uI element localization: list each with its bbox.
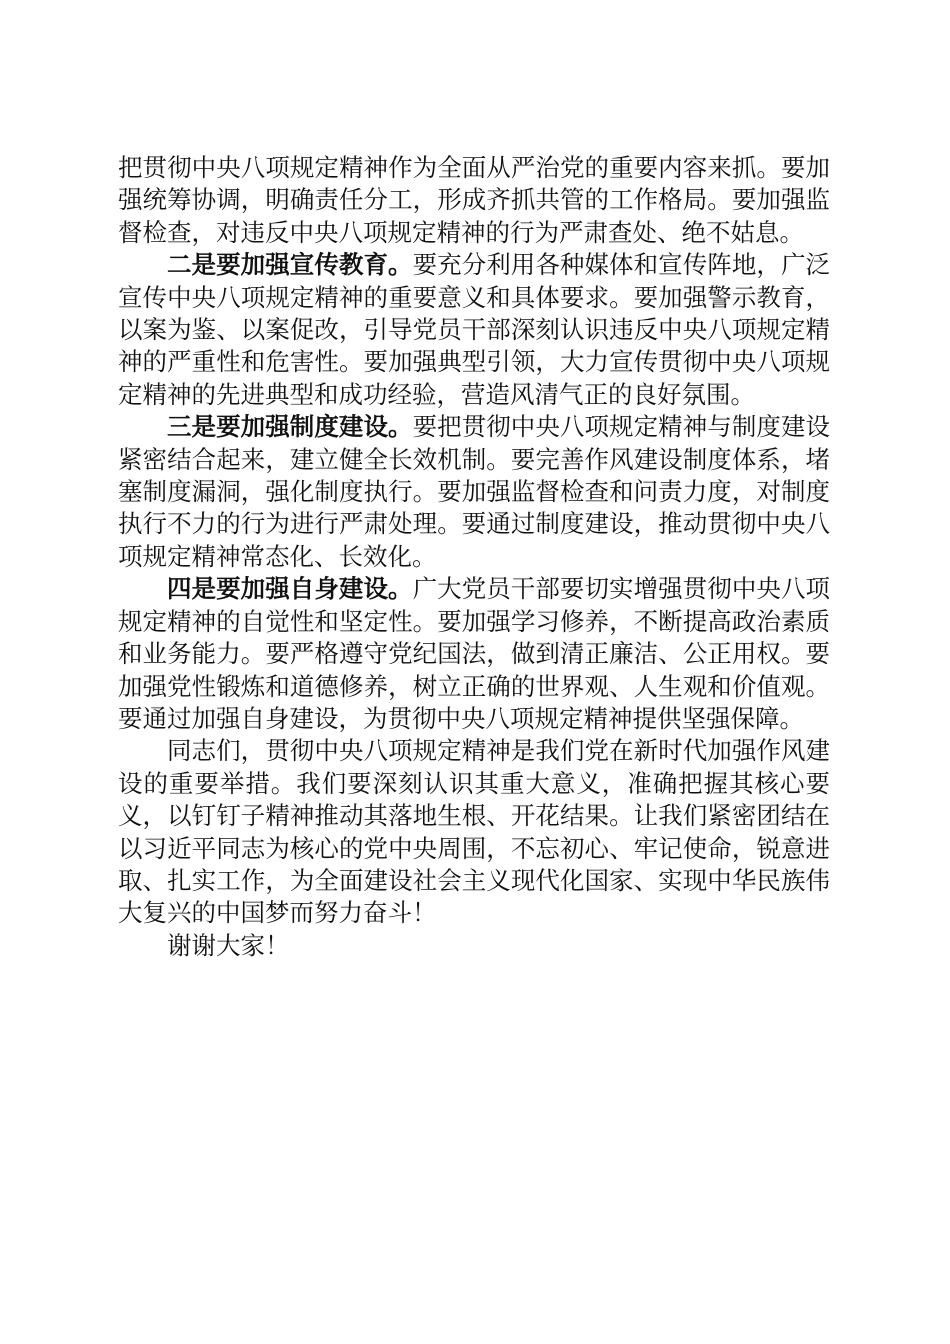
paragraph-continuation [118, 152, 830, 249]
paragraph-text: 要把贯彻中央八项规定精神与制度建设紧密结合起来，建立健全长效机制。要完善作风建设制度体系，堵塞制度漏洞，强化制度执行。要加强监督检查和问责力度，对制度执行不力的行为进行严肃处理。要通过制度建设，推动贯彻中央八项规定精神常态化、长效化。 [118, 412, 830, 571]
paragraph-publicity-education [118, 249, 830, 411]
paragraph-system-building [118, 411, 830, 573]
paragraph-text: 同志们，贯彻中央八项规定精神是我们党在新时代加强作风建设的重要举措。我们要深刻认识其重大意义，准确把握其核心要义，以钉钉子精神推动其落地生根、开花结果。让我们紧密团结在以习近平同志为核心的党中央周围，不忘初心、牢记使命，锐意进取、扎实工作，为全面建设社会主义现代化国家、实现中华民族伟大复兴的中国梦而努力奋斗！ [118, 736, 830, 928]
paragraph-text: 广大党员干部要切实增强贯彻中央八项规定精神的自觉性和坚定性。要加强学习修养，不断提高政治素质和业务能力。要严格遵守党纪国法，做到清正廉洁、公正用权。要加强党性锻炼和道德修养，树立正确的世界观、人生观和价值观。要通过加强自身建设，为贯彻中央八项规定精神提供坚强保障。 [118, 574, 830, 733]
paragraph-text: 把贯彻中央八项规定精神作为全面从严治党的重要内容来抓。要加强统筹协调，明确责任分工，形成齐抓共管的工作格局。要加强监督检查，对违反中央八项规定精神的行为严肃查处、绝不姑息。 [118, 153, 830, 247]
paragraph-text: 谢谢大家！ [167, 930, 290, 960]
paragraph-self-building [118, 573, 830, 735]
paragraph-heading: 三是要加强制度建设。 [167, 412, 413, 442]
paragraph-heading: 二是要加强宣传教育。 [167, 250, 413, 280]
document-body [118, 152, 830, 962]
paragraph-text: 要充分利用各种媒体和宣传阵地，广泛宣传中央八项规定精神的重要意义和具体要求。要加强警示教育，以案为鉴、以案促改，引导党员干部深刻认识违反中央八项规定精神的严重性和危害性。要加强典型引领，大力宣传贯彻中央八项规定精神的先进典型和成功经验，营造风清气正的良好氛围。 [118, 250, 830, 409]
paragraph-thanks [118, 930, 830, 962]
paragraph-heading: 四是要加强自身建设。 [167, 574, 413, 604]
paragraph-closing [118, 735, 830, 929]
